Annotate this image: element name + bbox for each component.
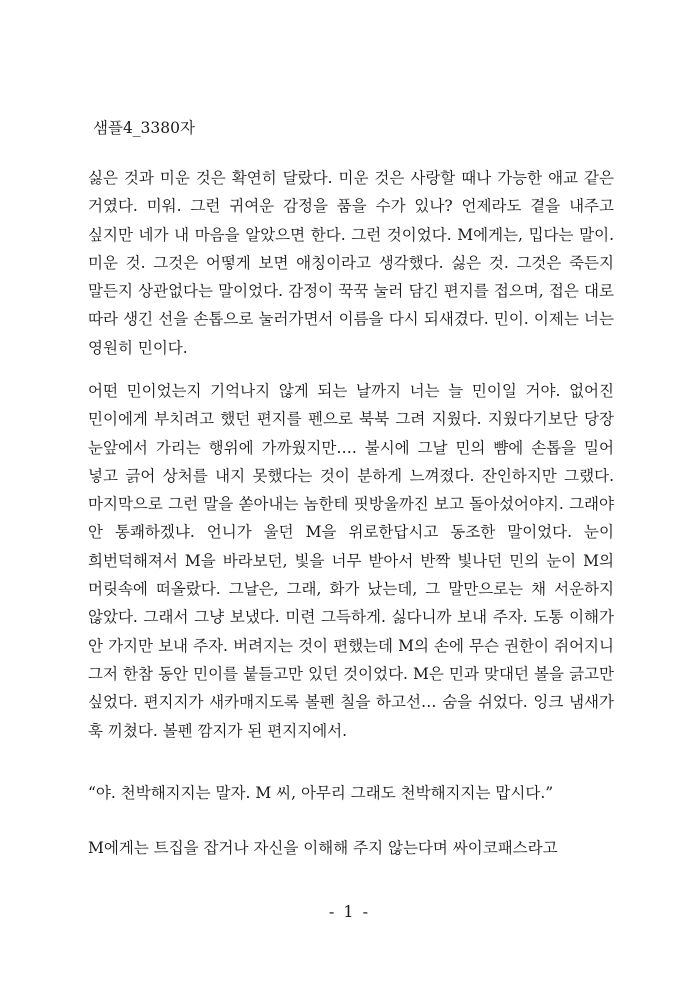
- dialogue-paragraph: “야. 천박해지지는 말자. M 씨, 아무리 그래도 천박해지지는 맙시다.”: [88, 784, 554, 802]
- document-title: 샘플4_3380자: [93, 119, 195, 137]
- paragraph: M에게는 트집을 잡거나 자신을 이해해 주지 않는다며 싸이코패스라고: [88, 839, 558, 857]
- paragraph: 싫은 것과 미운 것은 확연히 달랐다. 미운 것은 사랑할 때나 가능한 애교 같은 거였다. 미워. 그런 귀여운 감정을 품을 수가 있나? 언제라도 곁을 내주고 싶지만 네가 내 마음을 알았으면 한다. 그런 것이었다. M에게는, 밉다는 말이. 미운 것. 그것은 어떻게 보면 애칭이라고 생각했다. 싫은 것. 그것은 죽든지 말든지 상관없다는 말이었다. 감정이 꾹꾹 눌러 담긴 편지를 접으며, 접은 대로 따라 생긴 선을 손톱으로 눌러가면서 이름을 다시 되새겼다. 민이. 이제는 너는 영원히 민이다.: [88, 169, 614, 357]
- paragraph: 어떤 민이었는지 기억나지 않게 되는 날까지 너는 늘 민이일 거야. 없어진 민이에게 부치려고 했던 편지를 펜으로 북북 그려 지웠다. 지웠다기보단 당장 눈앞에서 가리는 행위에 가까웠지만…. 불시에 그날 민의 뺨에 손톱을 밀어 넣고 긁어 상처를 내지 못했다는 것이 분하게 느껴졌다. 잔인하지만 그랬다. 마지막으로 그런 말을 쏟아내는 놈한테 핏방울까진 보고 돌아섰어야지. 그래야 안 통쾌하겠냐. 언니가 울던 M을 위로한답시고 동조한 말이었다. 눈이 희번덕해져서 M을 바라보던, 빛을 너무 받아서 반짝 빛나던 민의 눈이 M의 머릿속에 떠올랐다. 그날은, 그래, 화가 났는데, 그 말만으로는 채 서운하지 않았다. 그래서 그냥 보냈다. 미련 그득하게. 싫다니까 보내 주자. 도통 이해가 안 가지만 보내 주자. 버려지는 것이 편했는데 M의 손에 무슨 권한이 쥐어지니 그저 한참 동안 민이를 붙들고만 있던 것이었다. M은 민과 맞대던 볼을 긁고만 싶었다. 편지지가 새카매지도록 볼펜 칠을 하고선… 숨을 쉬었다. 잉크 냄새가 훅 끼쳤다. 볼펜 깜지가 된 편지지에서.: [88, 382, 614, 740]
- page-number: - 1 -: [328, 902, 371, 921]
